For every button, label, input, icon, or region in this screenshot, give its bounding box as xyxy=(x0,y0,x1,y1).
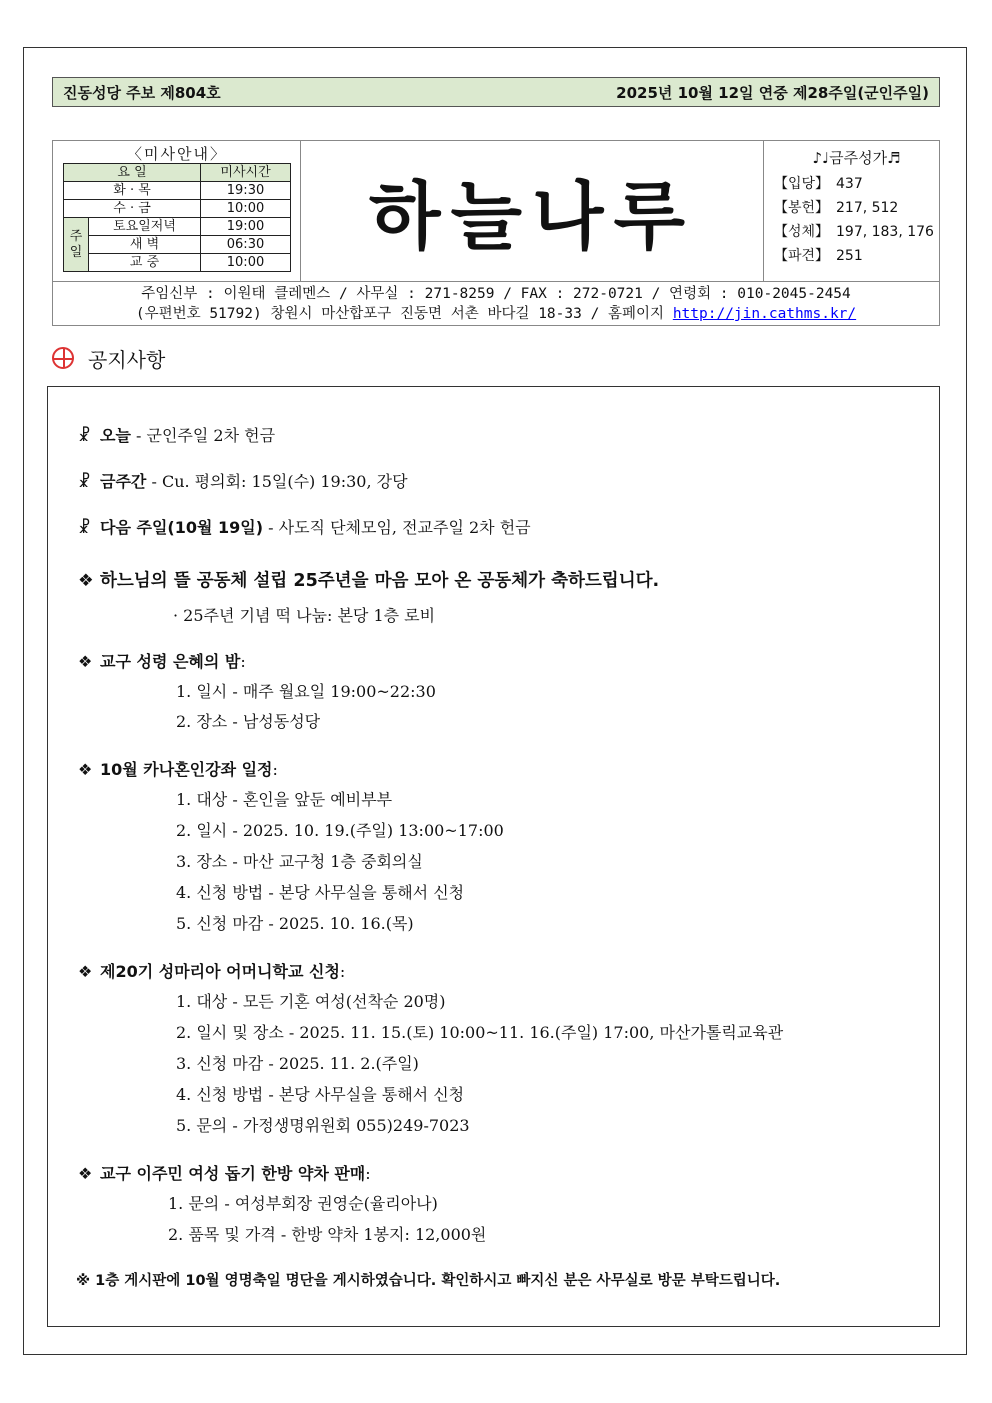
homepage-link[interactable]: http://jin.cathms.kr/ xyxy=(672,306,857,322)
notice-section-title: ❖ 교구 성령 은혜의 밤: xyxy=(78,652,246,671)
notice-anniversary-sub: · 25주년 기념 떡 나눔: 본당 1층 로비 xyxy=(173,606,436,625)
mass-schedule-table xyxy=(63,163,291,272)
bulletin-logo: 하늘나루 xyxy=(369,174,695,260)
notice-title: 공지사항 xyxy=(88,347,166,372)
notice-box xyxy=(47,386,940,1327)
hymn-item: 【입당】 437 xyxy=(774,176,863,192)
diamond-icon: ❖ xyxy=(78,962,93,981)
notice-section-title: ❖ 교구 이주민 여성 돕기 한방 약차 판매: xyxy=(78,1164,371,1183)
hymn-item: 【파견】 251 xyxy=(774,248,863,264)
table-row: 새 벽 06:30 xyxy=(64,236,291,254)
chi-rho-icon: ☧ xyxy=(78,426,91,445)
list-item: 1. 일시 - 매주 월요일 19:00~22:30 xyxy=(176,682,436,701)
diamond-icon: ❖ xyxy=(78,760,93,779)
masthead xyxy=(52,140,940,326)
hymn-item: 【성체】 197, 183, 176 xyxy=(774,224,934,240)
list-item: 4. 신청 방법 - 본당 사무실을 통해서 신청 xyxy=(176,1085,465,1104)
chi-rho-icon: ☧ xyxy=(78,472,91,491)
mass-schedule xyxy=(53,141,301,281)
notice-next-sunday: ☧ 다음 주일(10월 19일) - 사도직 단체모임, 전교주일 2차 헌금 xyxy=(78,518,531,537)
notice-today: ☧ 오늘 - 군인주일 2차 헌금 xyxy=(78,426,276,445)
bulletin-header xyxy=(52,77,940,107)
hymn-list xyxy=(763,141,939,281)
table-row: 교 중 10:00 xyxy=(64,254,291,272)
list-item: 3. 장소 - 마산 교구청 1층 중회의실 xyxy=(176,852,423,871)
cross-circle-icon xyxy=(52,347,74,369)
diamond-icon: ❖ xyxy=(78,652,93,671)
col-time: 미사시간 xyxy=(201,164,291,182)
table-row: 주일 토요일저녁 19:00 xyxy=(64,218,291,236)
bulletin-date: 2025년 10월 12일 연중 제28주일(군인주일) xyxy=(616,83,929,102)
chi-rho-icon: ☧ xyxy=(78,518,91,537)
list-item: 1. 대상 - 모든 기혼 여성(선착순 20명) xyxy=(176,992,446,1011)
bulletin-issue: 진동성당 주보 제804호 xyxy=(63,83,221,102)
diamond-icon: ❖ xyxy=(78,571,94,591)
parish-contact: 주임신부 : 이원태 클레멘스 / 사무실 : 271-8259 / FAX : 272-0721 / 연령회 : 010-2045-2454 xyxy=(141,286,851,302)
col-day: 요 일 xyxy=(64,164,201,182)
logo-area xyxy=(301,141,763,281)
notice-section-title: ❖ 제20기 성마리아 어머니학교 신청: xyxy=(78,962,346,981)
sunday-label: 주일 xyxy=(64,218,89,272)
list-item: 4. 신청 방법 - 본당 사무실을 통해서 신청 xyxy=(176,883,465,902)
table-row: 화 · 목 19:30 xyxy=(64,182,291,200)
parish-info xyxy=(53,281,939,325)
notice-week: ☧ 금주간 - Cu. 평의회: 15일(수) 19:30, 강당 xyxy=(78,472,408,491)
hymn-item: 【봉헌】 217, 512 xyxy=(774,200,899,216)
list-item: 2. 장소 - 남성동성당 xyxy=(176,712,321,731)
list-item: 5. 신청 마감 - 2025. 10. 16.(목) xyxy=(176,914,414,933)
list-item: 2. 일시 및 장소 - 2025. 11. 15.(토) 10:00~11. 16.(주일) 17:00, 마산가톨릭교육관 xyxy=(176,1023,784,1042)
notice-anniversary: ❖ 하느님의 뜰 공동체 설립 25주년을 마음 모아 온 공동체가 축하드립니다. xyxy=(78,571,660,591)
hymn-title: ♪♩금주성가♬ xyxy=(812,149,901,167)
notice-heading xyxy=(52,343,165,373)
list-item: 1. 문의 - 여성부회장 권영순(율리아나) xyxy=(168,1194,438,1213)
table-row: 수 · 금 10:00 xyxy=(64,200,291,218)
diamond-icon: ❖ xyxy=(78,1164,93,1183)
list-item: 5. 문의 - 가정생명위원회 055)249-7023 xyxy=(176,1116,470,1135)
list-item: 2. 품목 및 가격 - 한방 약차 1봉지: 12,000원 xyxy=(168,1225,487,1244)
mass-schedule-title: 〈미사안내〉 xyxy=(127,145,227,163)
list-item: 2. 일시 - 2025. 10. 19.(주일) 13:00~17:00 xyxy=(176,821,504,840)
notice-section-title: ❖ 10월 카나혼인강좌 일정: xyxy=(78,760,278,779)
list-item: 3. 신청 마감 - 2025. 11. 2.(주일) xyxy=(176,1054,419,1073)
notice-footer: ※ 1층 게시판에 10월 영명축일 명단을 게시하였습니다. 확인하시고 빠지신 분은 사무실로 방문 부탁드립니다. xyxy=(76,1273,781,1289)
list-item: 1. 대상 - 혼인을 앞둔 예비부부 xyxy=(176,790,393,809)
parish-address: (우편번호 51792) 창원시 마산합포구 진동면 서촌 바다길 18-33 / 홈페이지 http://jin.cathms.kr/ xyxy=(135,306,857,322)
